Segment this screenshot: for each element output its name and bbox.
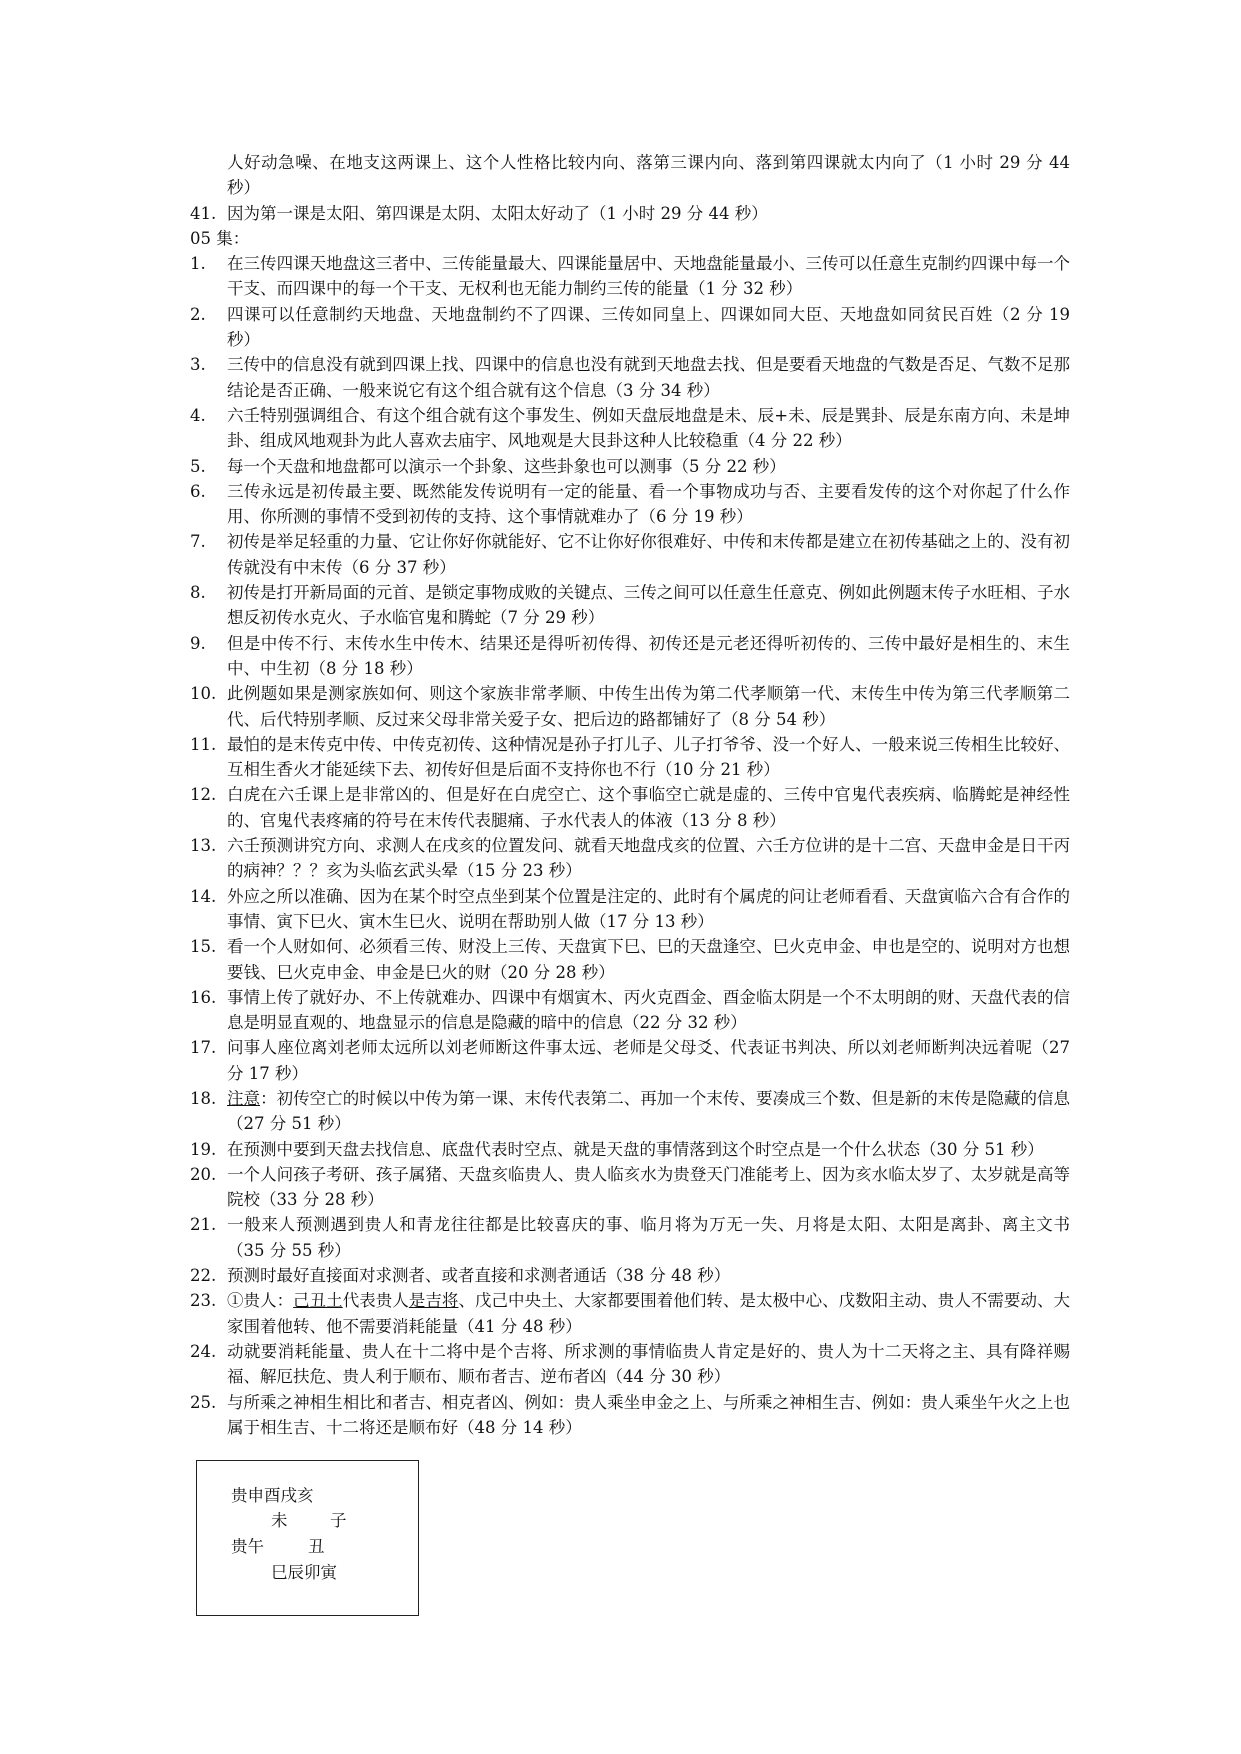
list-item xyxy=(190,352,1070,403)
list-item-number: 23. xyxy=(190,1291,217,1311)
list-item-number: 7. xyxy=(190,532,206,552)
list-item-text: 问事人座位离刘老师太远所以刘老师断这件事太远、老师是父母爻、代表证书判决、所以刘老师断判决远着呢（27 分 17 秒） xyxy=(227,1038,1070,1083)
list-item xyxy=(190,1086,1070,1137)
list-item-number: 5. xyxy=(190,456,206,476)
diagram-right-branch: 丑 xyxy=(308,1537,325,1556)
list-item-text: 此例题如果是测家族如何、则这个家族非常孝顺、中传生出传为第二代孝顺第一代、末传生中传为第三代孝顺第二代、后代特别孝顺、反过来父母非常关爱子女、把后边的路都铺好了（8 分 54 秒） xyxy=(227,684,1070,729)
list-item-number: 16. xyxy=(190,987,217,1007)
list-item-text: 外应之所以准确、因为在某个时空点坐到某个位置是注定的、此时有个属虎的问让老师看看、天盘寅临六合有合作的事情、寅下巳火、寅木生巳火、说明在帮助别人做（17 分 13 秒） xyxy=(227,886,1070,931)
list-item xyxy=(190,681,1070,732)
diagram-bottom-row: 巳辰卯寅 xyxy=(271,1563,337,1582)
list-item-text: 六壬特别强调组合、有这个组合就有这个事发生、例如天盘辰地盘是未、辰+未、辰是巽卦、辰是东南方向、未是坤卦、组成风地观卦为此人喜欢去庙宇、风地观是大艮卦这种人比较稳重（4 分 22 秒） xyxy=(227,405,1070,451)
section-heading: 05 集： xyxy=(190,228,250,248)
item-mid-text: 代表贵人 xyxy=(342,1291,409,1311)
list-item-text: 动就要消耗能量、贵人在十二将中是个吉将、所求测的事情临贵人肯定是好的、贵人为十二天将之主、具有降祥赐福、解厄扶危、贵人利于顺布、顺布者吉、逆布者凶（44 分 30 秒） xyxy=(227,1341,1070,1387)
item-rest-text: 、戊己中央土、大家都要围着他们转、是太极中心、戊数阳主动、贵人不需要动、大家围着他转、他不需要消耗能量（41 分 48 秒） xyxy=(227,1291,1071,1336)
list-item-text: 四课可以任意制约天地盘、天地盘制约不了四课、三传如同皇上、四课如同大臣、天地盘如同贫民百姓（2 分 19 秒） xyxy=(227,304,1070,350)
list-item-number: 1. xyxy=(190,254,206,274)
list-item xyxy=(190,251,1070,302)
list-item-text: 一个人问孩子考研、孩子属猪、天盘亥临贵人、贵人临亥水为贵登天门准能考上、因为亥水临太岁了、太岁就是高等院校（33 分 28 秒） xyxy=(227,1164,1070,1210)
list-item-text xyxy=(227,1086,1070,1137)
note-text: ：初传空亡的时候以中传为第一课、末传代表第二、再加一个末传、要凑成三个数、但是新的末传是隐藏的信息（27 分 51 秒） xyxy=(227,1088,1071,1134)
document-body xyxy=(190,150,1070,1440)
continued-paragraph xyxy=(190,150,1070,201)
underlined-term: 是吉将 xyxy=(408,1291,459,1311)
list-item xyxy=(190,1288,1070,1339)
list-item-41 xyxy=(190,201,1070,226)
note-label: 注意 xyxy=(227,1088,261,1108)
underlined-term: 己丑土 xyxy=(293,1291,343,1311)
plate-diagram-box xyxy=(196,1460,419,1616)
list-item-text: 在三传四课天地盘这三者中、三传能量最大、四课能量居中、天地盘能量最小、三传可以任意生克制约四课中每一个干支、而四课中的每一个干支、无权利也无能力制约三传的能量（1 分 32 秒） xyxy=(227,254,1070,299)
continued-paragraph-text: 人好动急噪、在地支这两课上、这个人性格比较内向、落第三课内向、落到第四课就太内向了（1 小时 29 分 44 秒） xyxy=(227,153,1070,198)
list-item-number: 25. xyxy=(190,1392,217,1412)
list-item-text: 与所乘之神相生相比和者吉、相克者凶、例如：贵人乘坐申金之上、与所乘之神相生吉、例如：贵人乘坐午火之上也属于相生吉、十二将还是顺布好（48 分 14 秒） xyxy=(227,1392,1070,1437)
list-item-number: 24. xyxy=(190,1341,217,1361)
list-item xyxy=(190,454,1070,479)
list-item-text: 初传是打开新局面的元首、是锁定事物成败的关键点、三传之间可以任意生任意克、例如此例题末传子水旺相、子水想反初传水克火、子水临官鬼和腾蛇（7 分 29 秒） xyxy=(227,583,1070,628)
list-item-text: 初传是举足轻重的力量、它让你好你就能好、它不让你好你很难好、中传和末传都是建立在初传基础之上的、没有初传就没有中末传（6 分 37 秒） xyxy=(227,532,1070,577)
list-item xyxy=(190,732,1070,783)
list-item-text: 白虎在六壬课上是非常凶的、但是好在白虎空亡、这个事临空亡就是虚的、三传中官鬼代表疾病、临腾蛇是神经性的、官鬼代表疼痛的符号在末传代表腿痛、子水代表人的体液（13 分 8 秒） xyxy=(227,785,1070,830)
list-item-number: 22. xyxy=(190,1266,217,1286)
list-item xyxy=(190,884,1070,935)
list-item-number: 12. xyxy=(190,785,217,805)
list-item xyxy=(190,529,1070,580)
diagram-right-branch: 子 xyxy=(330,1511,347,1530)
diagram-left-branch: 贵午 xyxy=(231,1537,264,1556)
list-item xyxy=(190,479,1070,530)
diagram-top-row: 贵申酉戌亥 xyxy=(231,1486,314,1505)
list-item xyxy=(190,1212,1070,1263)
list-item xyxy=(190,631,1070,682)
list-item-number: 2. xyxy=(190,304,206,324)
list-item-text: 三传永远是初传最主要、既然能发传说明有一定的能量、看一个事物成功与否、主要看发传的这个对你起了什么作用、你所测的事情不受到初传的支持、这个事情就难办了（6 分 19 秒） xyxy=(227,481,1070,527)
list-item xyxy=(190,782,1070,833)
list-item xyxy=(190,1137,1070,1162)
list-item xyxy=(190,302,1070,353)
list-item-text: 在预测中要到天盘去找信息、底盘代表时空点、就是天盘的事情落到这个时空点是一个什么状态（30 分 51 秒） xyxy=(227,1139,1044,1159)
list-item-number: 18. xyxy=(190,1088,217,1108)
list-item-number: 21. xyxy=(190,1215,217,1235)
list-item-text xyxy=(227,1288,1070,1339)
list-item-number: 9. xyxy=(190,633,206,653)
list-item-number: 6. xyxy=(190,481,206,501)
list-item xyxy=(190,580,1070,631)
list-item xyxy=(190,1162,1070,1213)
list-item-number: 11. xyxy=(190,734,217,754)
list-item xyxy=(190,1263,1070,1288)
list-item-number: 20. xyxy=(190,1164,217,1184)
diagram-left-branch: 未 xyxy=(271,1511,288,1530)
list-item xyxy=(190,1035,1070,1086)
list-item-number: 10. xyxy=(190,684,217,704)
list-item-text: 预测时最好直接面对求测者、或者直接和求测者通话（38 分 48 秒） xyxy=(227,1266,731,1286)
list-item-text: 每一个天盘和地盘都可以演示一个卦象、这些卦象也可以测事（5 分 22 秒） xyxy=(227,456,786,476)
list-item xyxy=(190,1390,1070,1441)
item-prefix: ①贵人： xyxy=(227,1291,294,1311)
list-item-number: 41. xyxy=(190,203,217,223)
list-item-number: 4. xyxy=(190,405,206,425)
list-item xyxy=(190,934,1070,985)
list-item-text: 六壬预测讲究方向、求测人在戌亥的位置发问、就看天地盘戌亥的位置、六壬方位讲的是十二宫、天盘申金是日干丙的病神？？？亥为头临玄武头晕（15 分 23 秒） xyxy=(227,836,1070,881)
list-item xyxy=(190,985,1070,1036)
list-item-number: 13. xyxy=(190,836,217,856)
list-item xyxy=(190,833,1070,884)
list-item-text: 最怕的是末传克中传、中传克初传、这种情况是孙子打儿子、儿子打爷爷、没一个好人、一般来说三传相生比较好、互相生香火才能延续下去、初传好但是后面不支持你也不行（10 分 21 秒） xyxy=(227,734,1070,780)
list-item-number: 8. xyxy=(190,583,206,603)
list-item-text: 一般来人预测遇到贵人和青龙往往都是比较喜庆的事、临月将为万无一失、月将是太阳、太阳是离卦、离主文书（35 分 55 秒） xyxy=(227,1215,1070,1260)
list-item-text: 因为第一课是太阳、第四课是太阴、太阳太好动了（1 小时 29 分 44 秒） xyxy=(227,203,768,223)
list-item xyxy=(190,403,1070,454)
list-item-number: 17. xyxy=(190,1038,217,1058)
list-item-text: 但是中传不行、末传水生中传木、结果还是得听初传得、初传还是元老还得听初传的、三传中最好是相生的、末生中、中生初（8 分 18 秒） xyxy=(227,633,1070,678)
list-item-number: 19. xyxy=(190,1139,217,1159)
list-item-text: 事情上传了就好办、不上传就难办、四课中有烟寅木、丙火克酉金、酉金临太阴是一个不太明朗的财、天盘代表的信息是明显直观的、地盘显示的信息是隐藏的暗中的信息（22 分 32 秒） xyxy=(227,987,1070,1033)
list-item xyxy=(190,1339,1070,1390)
list-item-number: 15. xyxy=(190,937,217,957)
list-item-text: 看一个人财如何、必须看三传、财没上三传、天盘寅下巳、巳的天盘逢空、巳火克申金、申也是空的、说明对方也想要钱、巳火克申金、申金是巳火的财（20 分 28 秒） xyxy=(227,937,1070,982)
list-item-text: 三传中的信息没有就到四课上找、四课中的信息也没有就到天地盘去找、但是要看天地盘的气数是否足、气数不足那结论是否正确、一般来说它有这个组合就有这个信息（3 分 34 秒） xyxy=(227,355,1070,400)
list-item-number: 3. xyxy=(190,355,206,375)
list-item-number: 14. xyxy=(190,886,217,906)
